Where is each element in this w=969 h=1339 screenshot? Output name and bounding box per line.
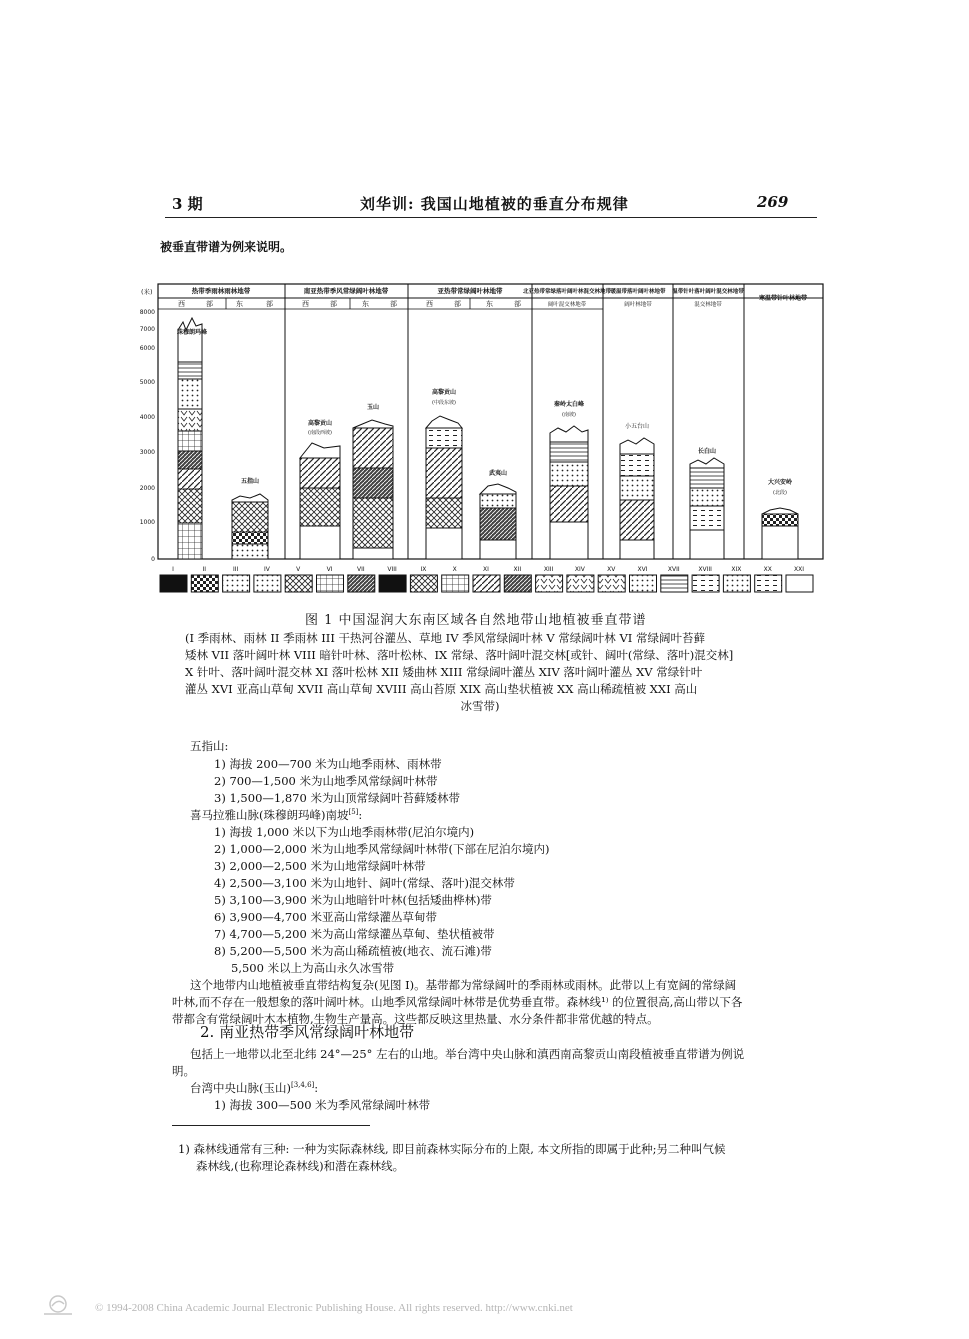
mountain-label: (南坡) [562,412,576,418]
mountain-label: (南段西坡) [308,430,332,436]
copyright-notice: © 1994-2008 China Academic Journal Electronic Publishing House. All rights reserved. http://www.cnki.net [95,1302,573,1314]
legend-swatch [254,575,281,592]
paragraph-line: 叶林,而不存在一般想象的落叶阔叶林。山地季风常绿阔叶林带是优势垂直带。森林线¹⁾ 的位置很高,高山带以下各 [172,995,743,1009]
list-item: 5) 3,100—3,900 米为山地暗针叶林(包括矮曲桦林)带 [214,893,492,907]
svg-text:3000: 3000 [140,449,155,456]
mountain-label: 五指山 [240,478,260,485]
mountain-label: 秦岭太白峰 [553,401,585,408]
legend-swatch [379,575,406,592]
wuzhishan-title: 五指山: [190,739,229,753]
column-taibai [550,426,588,559]
citation: [3,4,6] [290,1081,315,1090]
paragraph-line: 包括上一地带以北至北纬 24°—25° 左右的山地。举台湾中央山脉和滇西南高黎贡山南段植被垂直带谱为例说 [190,1047,745,1061]
legend-swatch [191,575,218,592]
header-rule [165,217,817,218]
legend-swatch [786,575,813,592]
column-numeral: XX [763,566,772,573]
footnote-line: 1) 森林线通常有三种: 一种为实际森林线, 即目前森林实际分布的上限, 本文所指的即属于此种;另二种叫气候 [178,1142,726,1156]
list-item: 3) 1,500—1,870 米为山顶常绿阔叶苔藓矮林带 [214,791,460,805]
subzone-3: 东 [236,300,243,308]
subzone-4: 部 [266,300,273,308]
list-item: 6) 3,900—4,700 米亚高山常绿灌丛草甸带 [214,910,437,924]
list-item: 2) 700—1,500 米为山地季风常绿阔叶林带 [214,774,438,788]
mountain-label: 高黎贡山 [431,389,457,396]
column-numeral: IX [420,566,427,573]
legend-line: 灌丛 XVI 亚高山草甸 XVII 高山草甸 XVIII 高山苔原 XIX 高山垫状植被 XX 高山稀疏植被 XXI 高山 [185,682,698,696]
zone-label-4: 北亚热带常绿落叶阔叶林混交林地带 [522,289,612,295]
zone-label-1: 热带季雨林雨林地带 [191,287,251,295]
subzone-5: 西 [302,300,309,308]
legend-swatch [442,575,469,592]
y-unit: (米) [141,288,153,296]
svg-text:混交林地带: 混交林地带 [694,302,722,308]
list-item: 8) 5,200—5,500 米为高山稀疏植被(地衣、流石滩)带 [214,944,492,958]
zone-label-6: 温带针叶落叶阔叶混交林地带 [672,289,744,295]
zone-label-5: 暖温带落叶阔叶林地带 [610,289,666,295]
svg-text:6000: 6000 [140,345,155,352]
svg-text:阔叶林地带: 阔叶林地带 [624,302,652,308]
svg-text:7000: 7000 [140,326,155,333]
list-item: 2) 1,000—2,000 米为山地季风常绿阔叶林带(下部在尼泊尔境内) [214,842,550,856]
subzone-8: 部 [390,300,397,308]
mountain-label: 玉山 [366,404,380,411]
mountain-label: 小五台山 [624,423,650,430]
column-numeral: XVII [667,566,680,573]
subzone-12: 部 [514,300,521,308]
legend-swatch [598,575,625,592]
legend-swatch [536,575,563,592]
legend-line: 冰雪带) [460,699,500,713]
subzone-9: 西 [426,300,433,308]
column-numeral: XVIII [698,566,712,573]
column-numeral: XXI [794,566,804,573]
column-daxinganling [762,508,798,559]
column-qomolangma [178,318,202,559]
legend-swatch [661,575,688,592]
issue-number: 3 期 [172,195,203,213]
column-numeral: VII [356,566,365,573]
svg-text:5000: 5000 [140,379,155,386]
list-item: 1) 海拔 200—700 米为山地季雨林、雨林带 [214,757,442,771]
svg-text:8000: 8000 [140,309,155,316]
legend-swatch [504,575,531,592]
column-numeral: III [232,566,239,573]
column-numeral: V [296,566,301,573]
mountain-label: 武夷山 [488,470,508,477]
subzone-1: 西 [178,300,185,308]
subzone-6: 部 [330,300,337,308]
svg-text:2000: 2000 [140,485,155,492]
column-numeral: XIV [574,566,585,573]
legend-swatch [285,575,312,592]
figure-legend [185,630,775,715]
column-changbaishan [690,458,724,559]
list-item: 3) 2,000—2,500 米为山地常绿阔叶林带 [214,859,426,873]
column-numeral: XV [607,566,616,573]
paragraph-line: 这个地带内山地植被垂直带结构复杂(见图 I)。基带都为常绿阔叶的季雨林或雨林。此带以上有宽阔的常绿阔 [190,978,737,992]
svg-text:1000: 1000 [140,519,155,526]
svg-text:4000: 4000 [140,414,155,421]
footnote-rule [172,1125,370,1126]
intro-line: 被垂直带谱为例来说明。 [160,240,293,254]
column-numeral: XII [513,566,522,573]
taiwan-title: 台湾中央山脉(玉山)[3,4,6]: [190,1081,319,1095]
zone-label-7: 寒温带针叶林地带 [758,295,808,302]
legend-line: X 针叶、落叶阔叶混交林 XI 落叶松林 XII 矮曲林 XIII 常绿阔叶灌丛 XIV 落叶阔叶灌丛 XV 常绿针叶 [185,665,703,679]
zone-label-2: 南亚热带季风常绿阔叶林地带 [303,287,389,295]
legend-swatch [317,575,344,592]
list-item: 1) 海拔 300—500 米为季风常绿阔叶林带 [214,1098,431,1112]
footnote [178,1141,818,1175]
list-item: 4) 2,500—3,100 米为山地针、阔叶(常绿、落叶)混交林带 [214,876,515,890]
mountain-label: 长白山 [697,448,717,455]
legend-line: (I 季雨林、雨林 II 季雨林 III 干热河谷灌丛、草地 IV 季风常绿阔叶林 V 常绿阔叶林 VI 常绿阔叶苔藓 [185,631,705,645]
column-numeral: I [172,566,174,573]
section-heading: 2. 南亚热带季风常绿阔叶林地带 [200,1023,415,1041]
mountain-label: (中段东坡) [432,400,456,406]
column-numeral: VIII [387,566,397,573]
svg-text:阔叶混交林地带: 阔叶混交林地带 [547,302,587,308]
footnote-line: 森林线,(也称理论森林线)和潜在森林线。 [196,1159,405,1173]
list-item: 7) 4,700—5,200 米为高山常绿灌丛草甸、垫状植被带 [214,927,495,941]
legend-swatch [567,575,594,592]
column-yushan [353,420,393,559]
column-gaoligong-south [300,443,340,559]
legend-swatch [410,575,437,592]
paragraph-line: 明。 [172,1064,195,1078]
legend-swatch [630,575,657,592]
subzone-2: 部 [206,300,213,308]
running-title: 刘华训: 我国山地植被的垂直分布规律 [360,195,629,213]
mountain-label: 大兴安岭 [767,479,793,486]
cnki-logo-icon [38,1294,78,1316]
column-numeral: XIII [543,566,554,573]
vegetation-chart [140,278,830,598]
column-numeral: IV [263,566,270,573]
column-xiaowutai [620,438,654,559]
svg-text:0: 0 [151,556,155,563]
column-numeral: XI [483,566,489,573]
himalaya-title: 喜马拉雅山脉(珠穆朗玛峰)南坡[5]: [190,808,363,822]
mountain-label: (北段) [773,490,787,496]
legend-swatch [223,575,250,592]
column-gaoligong-mid [426,416,462,559]
legend-swatch [473,575,500,592]
legend-swatch [755,575,782,592]
figure-caption: 图 1 中国湿润大东南区域各自然地带山地植被垂直带谱 [305,613,647,628]
subzone-11: 东 [486,300,493,308]
column-numeral: X [452,566,457,573]
legend-line: 矮林 VII 落叶阔叶林 VIII 暗针叶林、落叶松林、IX 常绿、落叶阔叶混交林[或针、阔叶(常绿、落叶)混交林] [185,648,734,662]
subzone-7: 东 [362,300,369,308]
list-item: 5,500 米以上为高山永久冰雪带 [231,961,395,975]
column-wuzhishan [232,494,268,559]
list-item: 1) 海拔 1,000 米以下为山地季雨林带(尼泊尔境内) [214,825,475,839]
legend-swatch [723,575,750,592]
page-number: 269 [757,193,789,211]
citation: [5] [348,808,359,817]
legend-swatch [692,575,719,592]
column-numeral: XIX [731,566,742,573]
vegetation-figure [140,278,830,602]
mountain-label: 高黎贡山 [307,420,333,427]
legend-swatch [160,575,187,592]
column-wuyishan [480,484,516,559]
mountain-label: 珠穆朗玛峰 [176,329,208,336]
legend-swatch [348,575,375,592]
zone-label-3: 亚热带常绿阔叶林地带 [437,287,503,295]
subzone-10: 部 [454,300,461,308]
column-numeral: II [202,566,207,573]
column-numeral: XVI [637,566,648,573]
column-numeral: VI [326,566,333,573]
paragraph-line: 带都含有常绿阔叶木本植物,生物生产量高。这些都反映这里热量、水分条件都非常优越的特点。 [172,1012,659,1026]
